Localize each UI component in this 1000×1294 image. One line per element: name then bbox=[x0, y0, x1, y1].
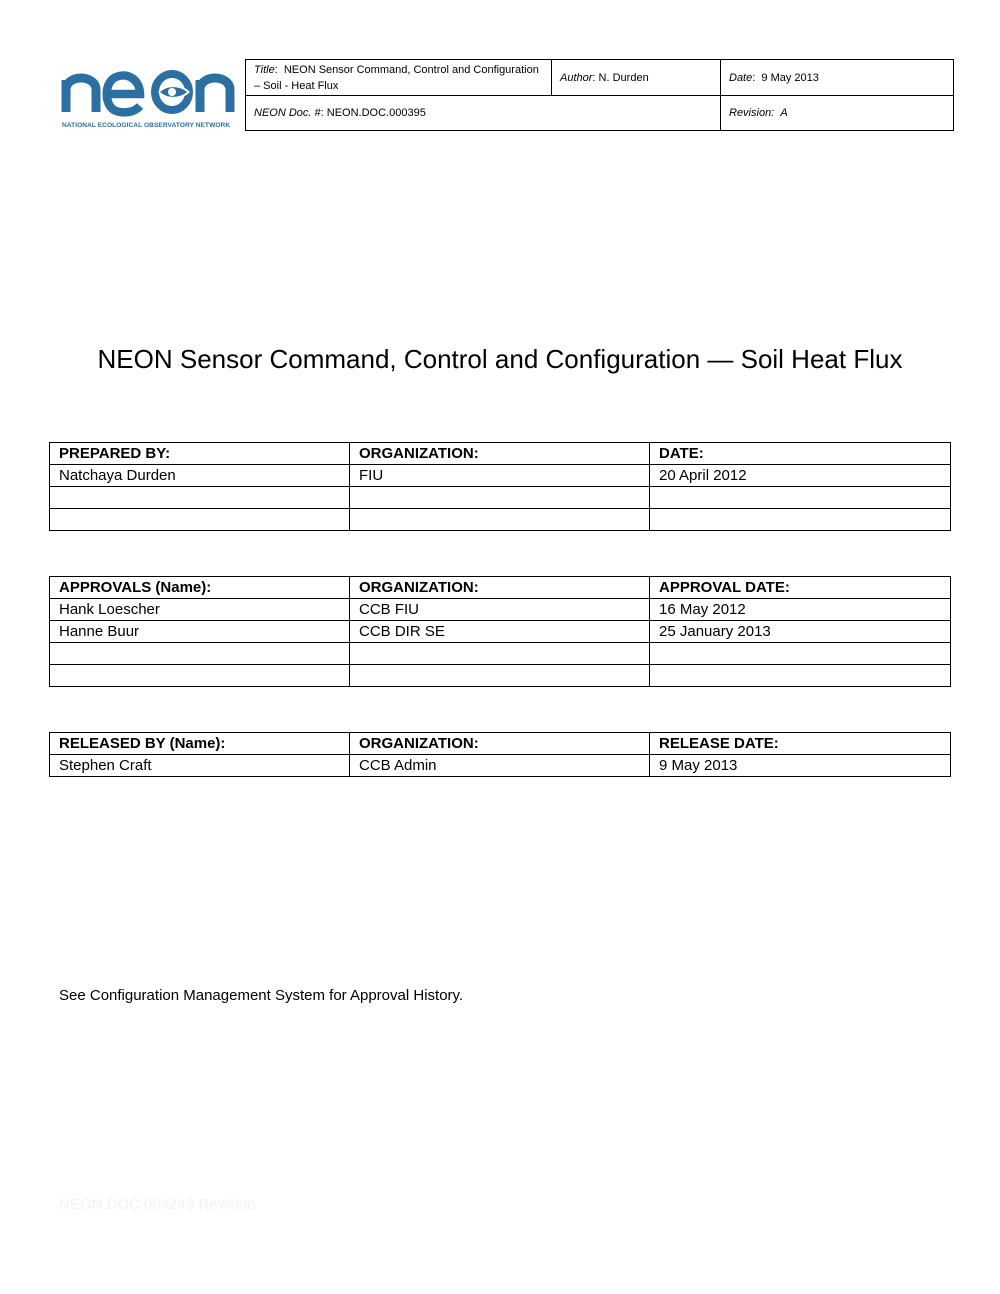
column-header: RELEASE DATE: bbox=[650, 733, 951, 755]
table-cell bbox=[50, 509, 350, 531]
config-management-note: See Configuration Management System for Approval History. bbox=[59, 987, 464, 1004]
header-revision-cell bbox=[721, 96, 953, 130]
header-revision-value: A bbox=[780, 107, 788, 119]
table-cell: CCB Admin bbox=[350, 755, 650, 777]
document-header bbox=[245, 59, 954, 131]
table-row bbox=[50, 487, 951, 509]
table-row bbox=[50, 643, 951, 665]
column-header: ORGANIZATION: bbox=[350, 733, 650, 755]
column-header: PREPARED BY: bbox=[50, 443, 350, 465]
neon-logo bbox=[60, 58, 236, 134]
column-header: RELEASED BY (Name): bbox=[50, 733, 350, 755]
table-row bbox=[50, 465, 951, 487]
table-header-row bbox=[50, 443, 951, 465]
table-cell: 9 May 2013 bbox=[650, 755, 951, 777]
document-title: NEON Sensor Command, Control and Configuration — Soil Heat Flux bbox=[97, 344, 903, 374]
table-row bbox=[50, 665, 951, 687]
table-cell: 25 January 2013 bbox=[650, 621, 951, 643]
prepared-by-table bbox=[49, 442, 951, 531]
table-cell bbox=[350, 509, 650, 531]
column-header: APPROVAL DATE: bbox=[650, 577, 951, 599]
table-header-row bbox=[50, 577, 951, 599]
table-cell: FIU bbox=[350, 465, 650, 487]
table-cell bbox=[650, 487, 951, 509]
column-header: APPROVALS (Name): bbox=[50, 577, 350, 599]
table-cell bbox=[650, 509, 951, 531]
table-row bbox=[50, 599, 951, 621]
table-row bbox=[50, 621, 951, 643]
column-header: ORGANIZATION: bbox=[350, 443, 650, 465]
header-docnum-cell: NEON Doc. #: NEON.DOC.000395 bbox=[246, 96, 721, 130]
table-cell bbox=[650, 665, 951, 687]
released-by-table bbox=[49, 732, 951, 777]
table-cell: Natchaya Durden bbox=[50, 465, 350, 487]
header-docnum-key: NEON Doc. # bbox=[254, 107, 321, 119]
approvals-table bbox=[49, 576, 951, 687]
header-title-value: NEON Sensor Command, Control and Configuration – Soil - Heat Flux bbox=[254, 63, 539, 92]
table-row bbox=[50, 509, 951, 531]
table-cell bbox=[650, 643, 951, 665]
table-cell: 16 May 2012 bbox=[650, 599, 951, 621]
table-row bbox=[50, 755, 951, 777]
table-cell bbox=[350, 487, 650, 509]
header-title-key: Title bbox=[254, 63, 275, 76]
neon-wordmark-icon bbox=[60, 58, 236, 120]
footer-watermark: NEON.DOC.004243 Revision bbox=[59, 1196, 256, 1213]
logo-tagline: NATIONAL ECOLOGICAL OBSERVATORY NETWORK bbox=[62, 122, 231, 129]
table-cell: Hank Loescher bbox=[50, 599, 350, 621]
column-header: DATE: bbox=[650, 443, 951, 465]
column-header: ORGANIZATION: bbox=[350, 577, 650, 599]
header-docnum-value: NEON.DOC.000395 bbox=[326, 107, 426, 119]
header-date-value: 9 May 2013 bbox=[761, 71, 819, 84]
table-header-row bbox=[50, 733, 951, 755]
header-date-cell: Date: 9 May 2013 bbox=[721, 60, 953, 96]
table-cell: 20 April 2012 bbox=[650, 465, 951, 487]
header-date-key: Date bbox=[729, 71, 753, 84]
table-cell bbox=[50, 487, 350, 509]
table-cell: Stephen Craft bbox=[50, 755, 350, 777]
table-cell: CCB DIR SE bbox=[350, 621, 650, 643]
header-author-cell: Author: N. Durden bbox=[552, 60, 721, 96]
table-cell bbox=[50, 665, 350, 687]
table-cell: CCB FIU bbox=[350, 599, 650, 621]
table-cell bbox=[350, 643, 650, 665]
table-cell bbox=[350, 665, 650, 687]
table-cell: Hanne Buur bbox=[50, 621, 350, 643]
table-cell bbox=[50, 643, 350, 665]
header-title-cell: Title: NEON Sensor Command, Control and Configuration – Soil - Heat Flux bbox=[246, 60, 552, 96]
header-author-value: N. Durden bbox=[598, 71, 649, 84]
header-author-key: Author bbox=[560, 71, 593, 84]
header-revision-key: Revision: bbox=[729, 107, 775, 119]
